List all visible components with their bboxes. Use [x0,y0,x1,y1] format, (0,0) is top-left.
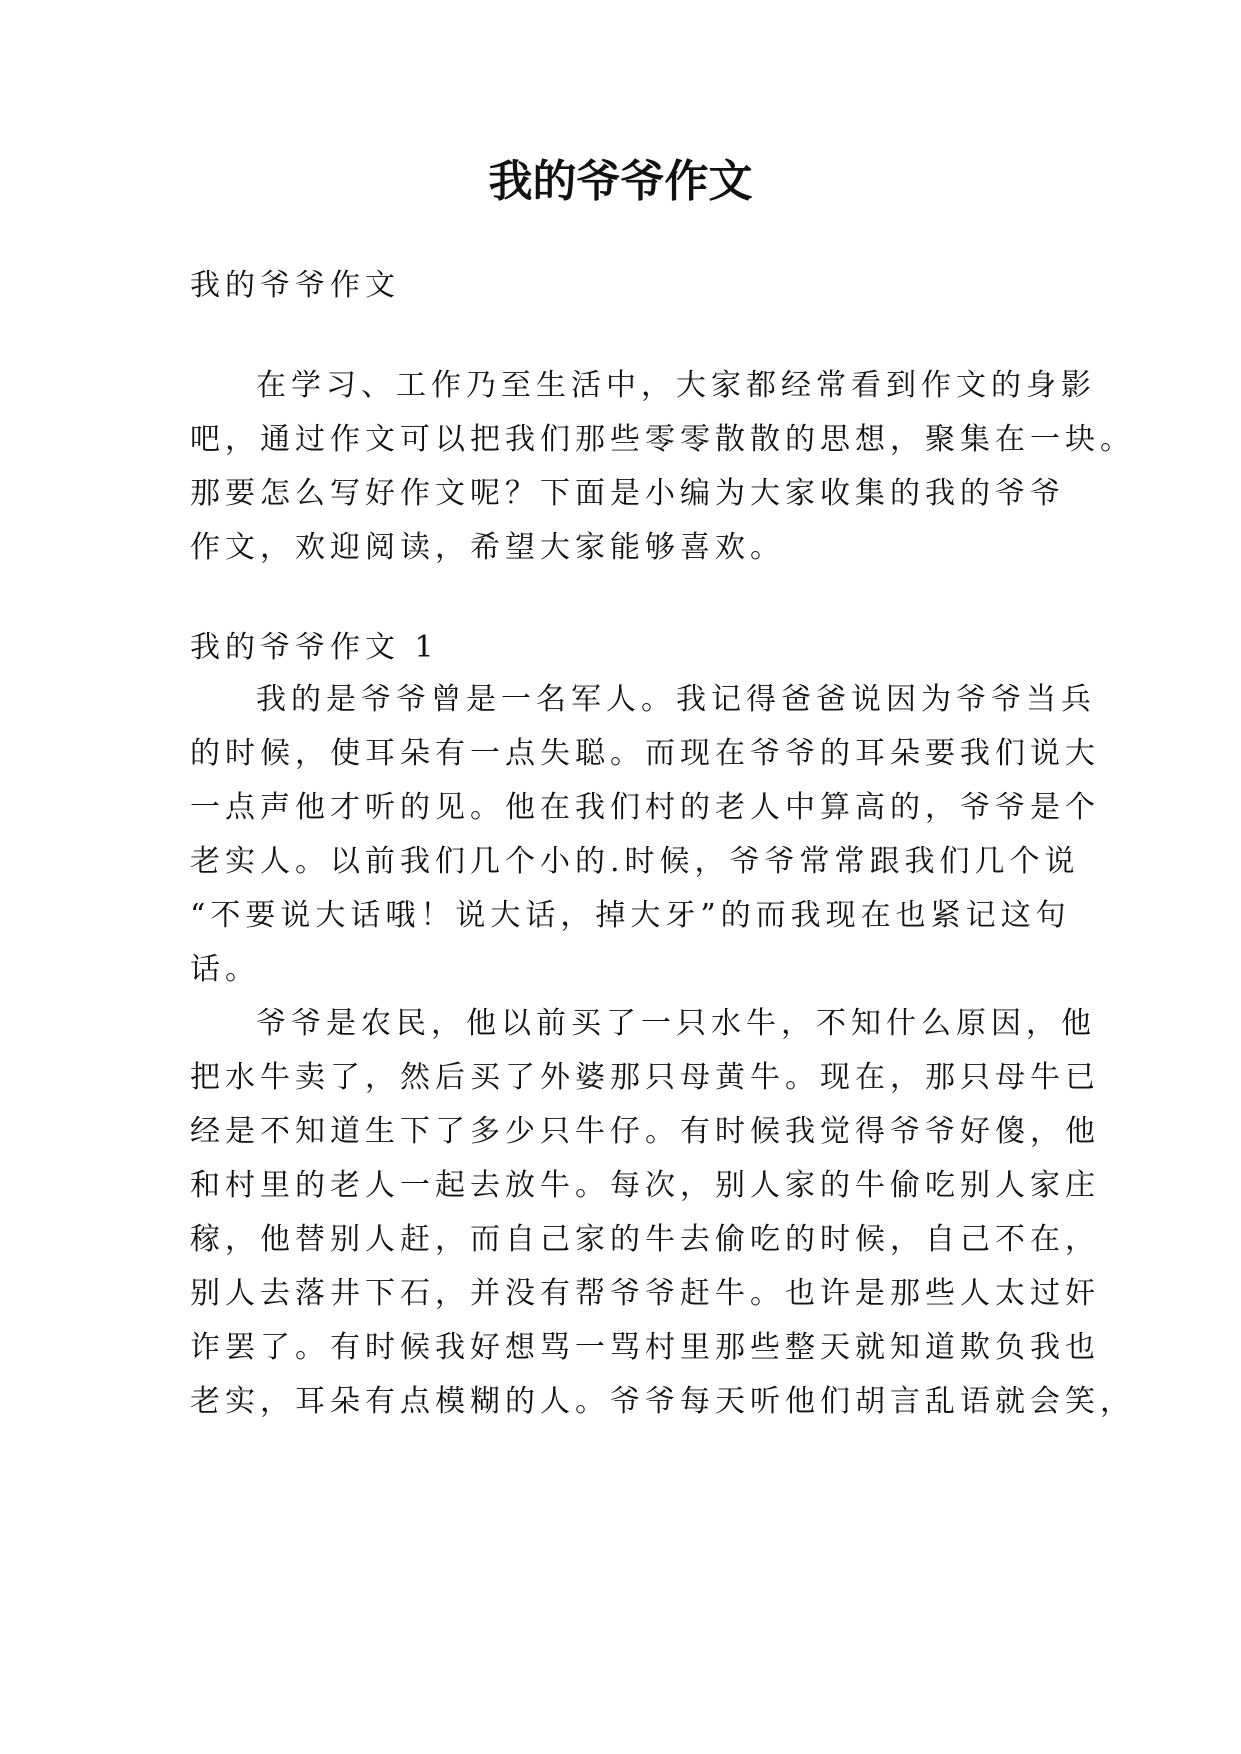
paragraph2-line: 把水牛卖了，然后买了外婆那只母黄牛。现在，那只母牛已 [190,1060,1100,1095]
paragraph1-line: 我的是爷爷曾是一名军人。我记得爸爸说因为爷爷当兵 [256,682,1096,717]
paragraph2-line: 别人去落井下石，并没有帮爷爷赶牛。也许是那些人太过奸 [190,1276,1100,1311]
paragraph1-line: 一点声他才听的见。他在我们村的老人中算高的，爷爷是个 [190,790,1100,825]
paragraph2-line: 和村里的老人一起去放牛。每次，别人家的牛偷吃别人家庄 [190,1168,1100,1203]
paragraph1-line: 老实人。以前我们几个小的.时候，爷爷常常跟我们几个说 [190,844,1080,879]
paragraph2-line: 爷爷是农民，他以前买了一只水牛，不知什么原因，他 [256,1006,1096,1041]
paragraph2-line: 经是不知道生下了多少只牛仔。有时候我觉得爷爷好傻，他 [190,1114,1100,1149]
paragraph2-line: 老实，耳朵有点模糊的人。爷爷每天听他们胡言乱语就会笑， [190,1384,1135,1419]
paragraph1-line: 话。 [190,952,260,987]
document-title: 我的爷爷作文 [488,156,753,207]
paragraph2-line: 诈罢了。有时候我好想骂一骂村里那些整天就知道欺负我也 [190,1330,1100,1365]
paragraph1-line: “不要说大话哦！说大话，掉大牙”的而我现在也紧记这句 [190,898,1071,933]
intro-line: 在学习、工作乃至生活中，大家都经常看到作文的身影 [256,368,1096,403]
paragraph1-line: 的时候，使耳朵有一点失聪。而现在爷爷的耳朵要我们说大 [190,736,1100,771]
paragraph2-line: 稼，他替别人赶，而自己家的牛去偷吃的时候，自己不在， [190,1222,1100,1257]
intro-line: 那要怎么写好作文呢？下面是小编为大家收集的我的爷爷 [190,476,1065,511]
document-subtitle: 我的爷爷作文 [190,268,400,303]
section-heading: 我的爷爷作文 1 [190,630,439,665]
intro-line: 吧，通过作文可以把我们那些零零散散的思想，聚集在一块。 [190,422,1135,457]
intro-line: 作文，欢迎阅读，希望大家能够喜欢。 [190,530,785,565]
